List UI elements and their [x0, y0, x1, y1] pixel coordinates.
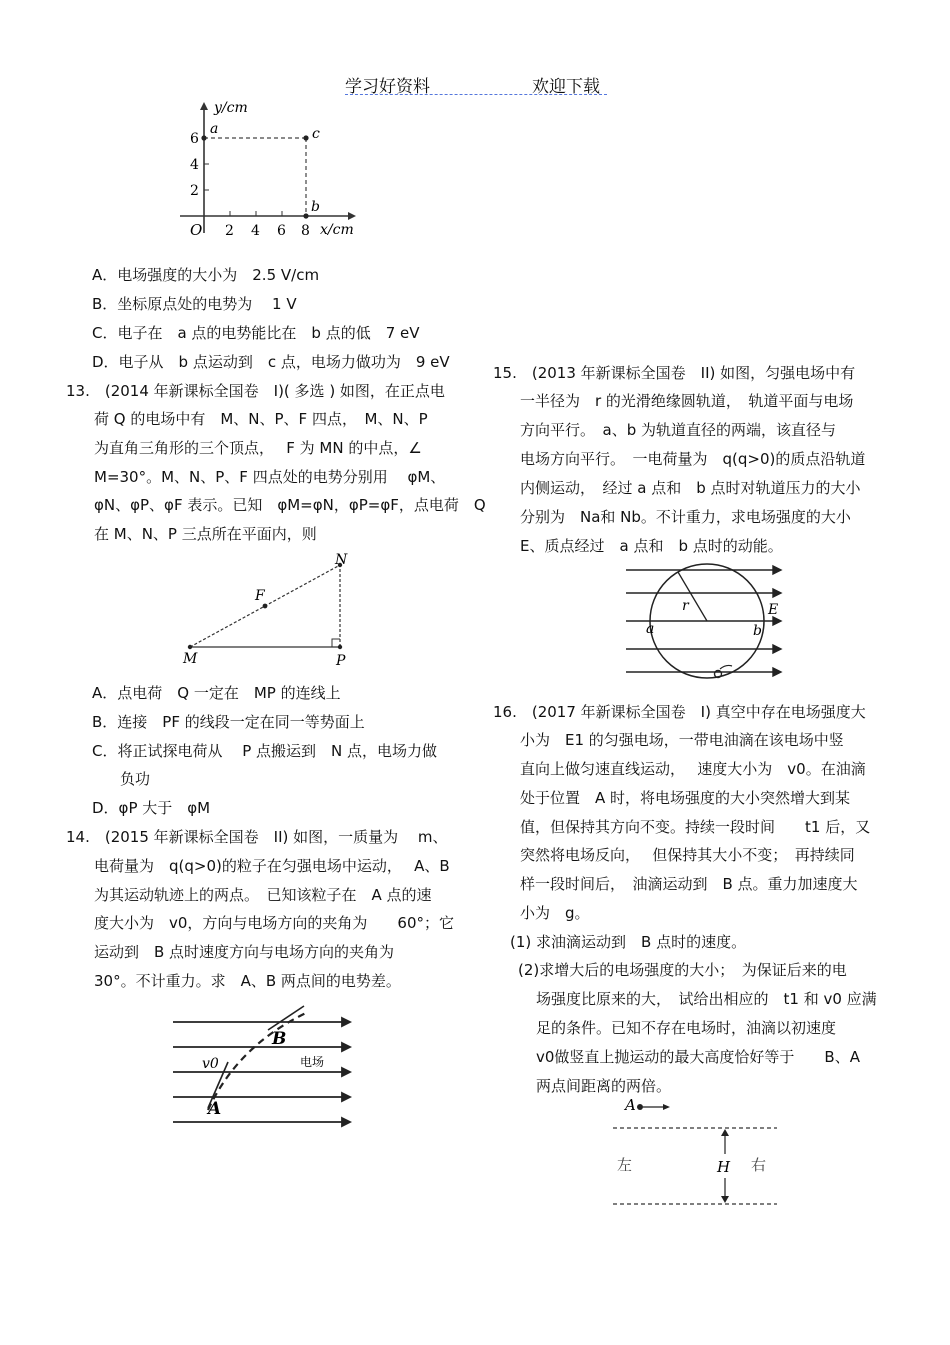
label-F: F	[255, 588, 265, 604]
q13-option-c: C．将正试探电荷从 P 点搬运到 N 点，电场力做	[92, 742, 438, 760]
q14-line-2: 电荷量为 q(q>0)的粒子在匀强电场中运动， A、B	[94, 857, 450, 875]
point-a	[201, 135, 206, 140]
label-a: a	[646, 621, 655, 637]
header-right: 欢迎下载	[532, 77, 600, 97]
ytick-2: 2	[190, 183, 199, 199]
q14-line-4: 度大小为 v0，方向与电场方向的夹角为 60°；它	[94, 914, 455, 932]
x-axis-label: x/cm	[320, 222, 354, 238]
xtick-6: 6	[277, 223, 286, 239]
label-H: H	[717, 1158, 731, 1176]
xtick-8: 8	[301, 223, 310, 239]
triangle-figure	[175, 550, 365, 672]
q16-line-6: 突然将电场反向， 但保持其大小不变； 再持续同	[520, 846, 855, 864]
label-left: 左	[617, 1156, 633, 1174]
q16-line-1: 16. (2017 年新课标全国卷 I) 真空中存在电场强度大	[493, 703, 866, 721]
oil-drop-figure	[605, 1092, 785, 1210]
q16-sub2-line-5: 两点间距离的两倍。	[536, 1077, 672, 1095]
ytick-4: 4	[190, 157, 199, 173]
q15-line-1: 15. (2013 年新课标全国卷 II) 如图，匀强电场中有	[493, 364, 856, 382]
label-B: B	[272, 1029, 287, 1049]
label-a: a	[210, 121, 219, 137]
q13-line-1: 13. (2014 年新课标全国卷 I)( 多选 ) 如图，在正点电	[66, 382, 445, 400]
label-b: b	[311, 199, 320, 215]
point-b	[303, 213, 308, 218]
q14-line-3: 为其运动轨迹上的两点。 已知该粒子在 A 点的速	[94, 886, 432, 904]
label-v0: v0	[202, 1056, 219, 1072]
label-A: A	[625, 1096, 636, 1114]
label-r: r	[682, 598, 689, 614]
q14-line-5: 运动到 B 点时速度方向与电场方向的夹角为	[94, 943, 395, 961]
header-left: 学习好资料	[345, 77, 430, 97]
q16-sub1: (1) 求油滴运动到 B 点时的速度。	[510, 933, 747, 951]
q13-line-3: 为直角三角形的三个顶点， F 为 MN 的中点，∠	[94, 439, 422, 457]
point-c	[303, 135, 308, 140]
q16-sub2-line-3: 足的条件。已知不存在电场时，油滴以初速度	[536, 1019, 837, 1037]
q13-option-c-cont: 负功	[120, 770, 151, 788]
q16-line-3: 直向上做匀速直线运动， 速度大小为 v0。在油滴	[520, 760, 866, 778]
q12-option-c: C．电子在 a 点的电势能比在 b 点的低 7 eV	[92, 324, 420, 342]
q16-sub2-line-2: 场强度比原来的大， 试给出相应的 t1 和 v0 应满	[536, 990, 877, 1008]
label-E: E	[768, 602, 779, 618]
label-M: M	[183, 651, 198, 667]
q15-line-4: 电场方向平行。 一电荷量为 q(q>0)的质点沿轨道	[520, 450, 866, 468]
q13-option-b: B．连接 PF 的线段一定在同一等势面上	[92, 713, 365, 731]
label-A: A	[208, 1099, 222, 1119]
xtick-2: 2	[225, 223, 234, 239]
axes-figure	[170, 98, 360, 243]
field-trajectory-figure	[168, 1000, 358, 1135]
q16-line-4: 处于位置 A 时，将电场强度的大小突然增大到某	[520, 789, 851, 807]
label-field: 电场	[300, 1055, 325, 1069]
q16-line-8: 小为 g。	[520, 904, 590, 922]
q13-option-a: A．点电荷 Q 一定在 MP 的连线上	[92, 684, 341, 702]
q16-sub2-line-4: v0做竖直上抛运动的最大高度恰好等于 B、A	[536, 1048, 860, 1066]
circular-track-figure	[620, 560, 790, 682]
q16-line-5: 值，但保持其方向不变。持续一段时间 t1 后，又	[520, 818, 871, 836]
xtick-4: 4	[251, 223, 260, 239]
q12-option-d: D．电子从 b 点运动到 c 点，电场力做功为 9 eV	[92, 353, 450, 371]
q15-line-3: 方向平行。 a、b 为轨道直径的两端，该直径与	[520, 421, 836, 439]
q13-line-6: 在 M、N、P 三点所在平面内，则	[94, 525, 317, 543]
q16-line-2: 小为 E1 的匀强电场，一带电油滴在该电场中竖	[520, 731, 844, 749]
q14-line-6: 30°。不计重力。求 A、B 两点间的电势差。	[94, 972, 401, 990]
q13-line-2: 荷 Q 的电场中有 M、N、P、F 四点， M、N、P	[94, 410, 428, 428]
q13-line-4: M=30°。M、N、P、F 四点处的电势分别用 φM、	[94, 468, 446, 486]
q15-line-6: 分别为 Na和 Nb。不计重力，求电场强度的大小	[520, 508, 851, 526]
ytick-6: 6	[190, 131, 199, 147]
q15-line-2: 一半径为 r 的光滑绝缘圆轨道， 轨道平面与电场	[520, 392, 854, 410]
label-c: c	[312, 126, 320, 142]
label-b: b	[753, 623, 762, 639]
label-P: P	[336, 653, 346, 669]
q14-line-1: 14. (2015 年新课标全国卷 II) 如图，一质量为 m、	[66, 828, 448, 846]
label-N: N	[335, 552, 348, 568]
label-right: 右	[751, 1156, 767, 1174]
q15-line-5: 内侧运动， 经过 a 点和 b 点时对轨道压力的大小	[520, 479, 861, 497]
origin-label: O	[190, 221, 203, 239]
q15-line-7: E、质点经过 a 点和 b 点时的动能。	[520, 537, 783, 555]
q13-line-5: φN、φP、φF 表示。已知 φM=φN，φP=φF，点电荷 Q	[94, 496, 486, 514]
q16-line-7: 样一段时间后， 油滴运动到 B 点。重力加速度大	[520, 875, 858, 893]
y-axis-label: y/cm	[214, 100, 248, 116]
q13-option-d: D．φP 大于 φM	[92, 799, 211, 817]
header-underline	[345, 94, 607, 95]
q16-sub2-line-1: (2)求增大后的电场强度的大小； 为保证后来的电	[518, 961, 847, 979]
q12-option-b: B．坐标原点处的电势为 1 V	[92, 295, 297, 313]
q12-option-a: A．电场强度的大小为 2.5 V/cm	[92, 266, 320, 284]
